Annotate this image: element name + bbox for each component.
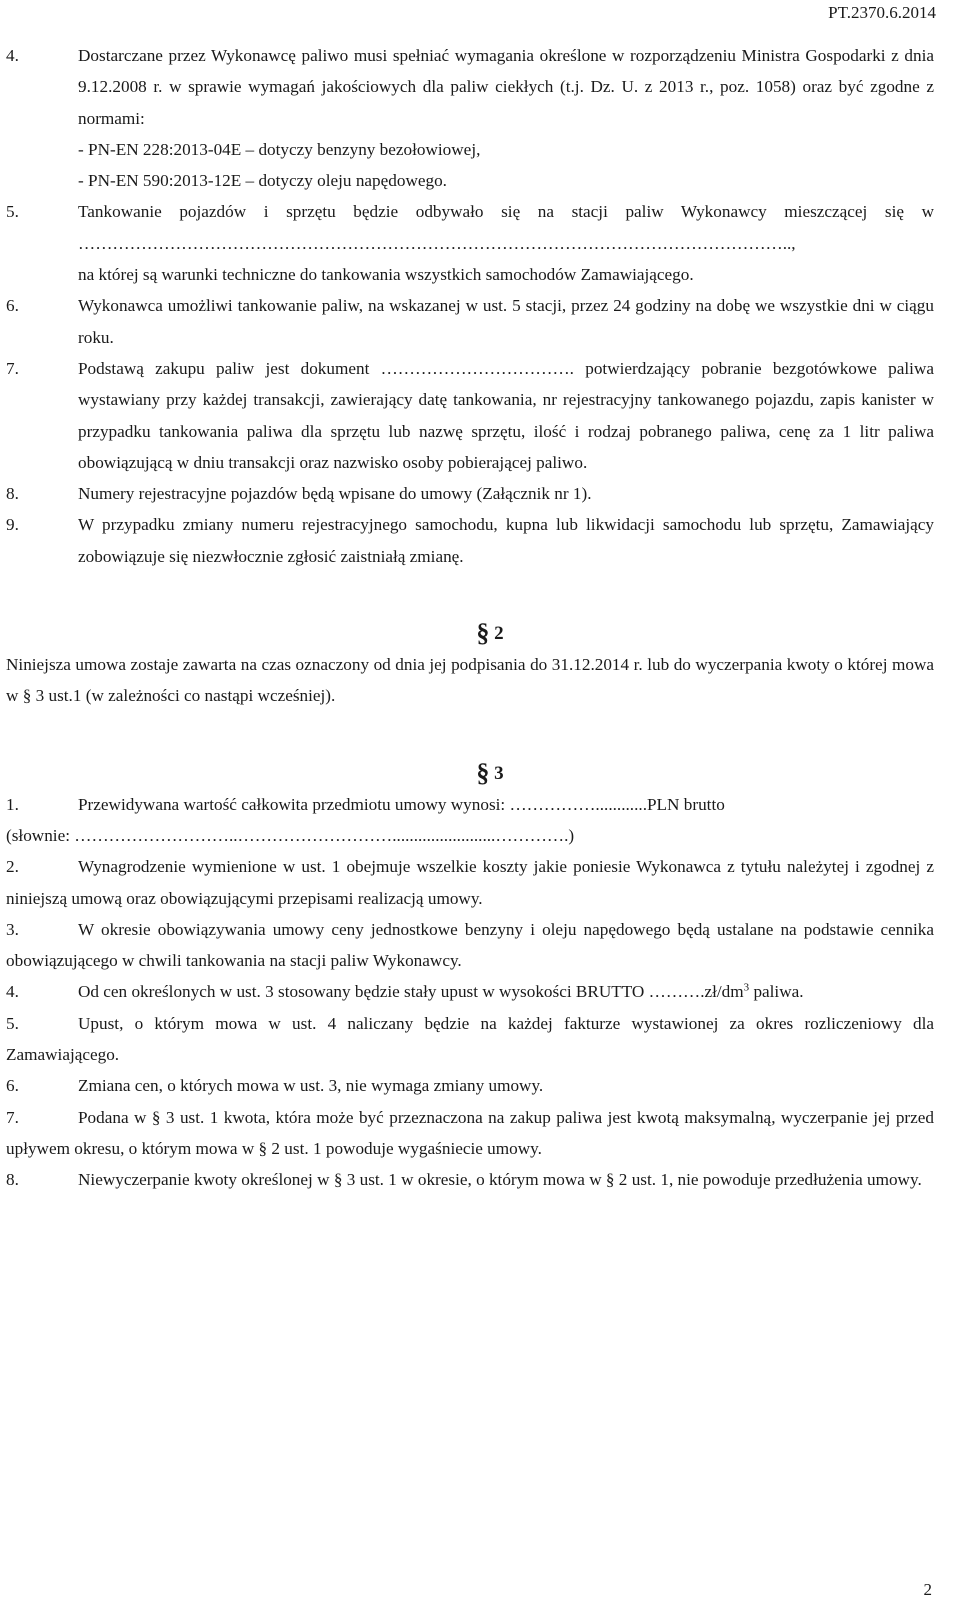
item-text: Od cen określonych w ust. 3 stosowany będzie stały upust w wysokości BRUTTO ……….zł/dm bbox=[78, 982, 744, 1002]
item-number: 2. bbox=[6, 857, 19, 877]
section-2-text: Niniejsza umowa zostaje zawarta na czas oznaczony od dnia jej podpisania do 31.12.2014 r. lub do wyczerpania kwoty o której mowa w § 3 ust.1 (w zależności co nastąpi wcześniej). bbox=[6, 655, 934, 706]
superscript: 3 bbox=[743, 981, 750, 994]
item-text-continuation: na której są warunki techniczne do tankowania wszystkich samochodów Zamawiającego. bbox=[78, 265, 694, 285]
section-number: 2 bbox=[494, 623, 504, 645]
document-reference: PT.2370.6.2014 bbox=[828, 3, 936, 22]
sec3-item-4 bbox=[6, 976, 934, 1007]
item-text: Numery rejestracyjne pojazdów będą wpisane do umowy (Załącznik nr 1). bbox=[78, 484, 592, 504]
document-body bbox=[6, 40, 934, 1196]
sec3-item-7 bbox=[6, 1102, 934, 1165]
item-number: 5. bbox=[6, 1013, 19, 1033]
norm-line-2: - PN-EN 590:2013-12E – dotyczy oleju napędowego. bbox=[78, 171, 447, 191]
item-number: 4. bbox=[6, 46, 19, 65]
item-number: 3. bbox=[6, 919, 19, 939]
item-text: W okresie obowiązywania umowy ceny jednostkowe benzyny i oleju napędowego będą ustalane na podstawie cennika obowiązującego w chwili tankowania na stacji paliw Wykonawcy. bbox=[6, 919, 934, 971]
section-heading-3 bbox=[6, 758, 934, 789]
item-text: Zmiana cen, o których mowa w ust. 3, nie wymaga zmiany umowy. bbox=[78, 1076, 544, 1096]
item-text: Upust, o którym mowa w ust. 4 naliczany będzie na każdej fakturze wystawionej za okres rozliczeniowy dla Zamawiającego. bbox=[6, 1013, 934, 1065]
item-number: 5. bbox=[6, 202, 19, 222]
paragraph-symbol: § bbox=[476, 757, 490, 787]
sec3-item-1 bbox=[6, 789, 934, 820]
amount-in-words-line: (słownie: ………………………..………………………........................………….) bbox=[6, 825, 575, 845]
list-item-7 bbox=[6, 353, 934, 478]
section-heading-2 bbox=[6, 618, 934, 649]
paragraph-symbol: § bbox=[476, 618, 490, 648]
section-number: 3 bbox=[494, 762, 504, 784]
item-number: 1. bbox=[6, 794, 19, 814]
item-number: 9. bbox=[6, 515, 19, 535]
item-text: Wykonawca umożliwi tankowanie paliw, na wskazanej w ust. 5 stacji, przez 24 godziny na dobę we wszystkie dni w ciągu roku. bbox=[78, 296, 934, 347]
list-item-8 bbox=[6, 478, 934, 509]
sec3-item-8 bbox=[6, 1164, 934, 1195]
item-text: Podstawą zakupu paliw jest dokument ……………………………. potwierdzający pobranie bezgotówkowe paliwa wystawiany przy każdej transakcji, zawierający datę tankowania, nr rejestracyjny tankowanego pojazdu, zapis kanister w przypadku tankowania paliwa dla sprzętu lub nazwę sprzętu, ilość i rodzaj pobranego paliwa, cenę za 1 litr paliwa obowiązującą w dniu transakcji oraz nazwisko osoby pobierającej paliwo. bbox=[78, 358, 934, 472]
list-item-5 bbox=[6, 196, 934, 259]
item-number: 7. bbox=[6, 358, 19, 378]
list-item-6 bbox=[6, 290, 934, 353]
item-text: Tankowanie pojazdów i sprzętu będzie odbywało się na stacji paliw Wykonawcy mieszczącej się w …………………………………………………………………………………………………………….., bbox=[78, 202, 934, 253]
item-number: 4. bbox=[6, 982, 19, 1002]
item-text: Podana w § 3 ust. 1 kwota, która może być przeznaczona na zakup paliwa jest kwotą maksymalną, wyczerpanie jej przed upływem okresu, o którym mowa w § 2 ust. 1 powoduje wygaśniecie umowy. bbox=[6, 1107, 934, 1158]
item-number: 6. bbox=[6, 1076, 19, 1096]
page-number: 2 bbox=[923, 1580, 932, 1599]
sec3-item-2 bbox=[6, 851, 934, 914]
item-text: Dostarczane przez Wykonawcę paliwo musi spełniać wymagania określone w rozporządzeniu Ministra Gospodarki z dnia 9.12.2008 r. w sprawie wymagań jakościowych dla paliw ciekłych (t.j. Dz. U. z 2013 r., poz. 1058) oraz być zgodne z normami: bbox=[78, 46, 934, 128]
item-number: 8. bbox=[6, 484, 19, 504]
item-text: Wynagrodzenie wymienione w ust. 1 obejmuje wszelkie koszty jakie poniesie Wykonawca z tytułu należytej i zgodnej z niniejszą umową oraz obowiązującymi przepisami realizacją umowy. bbox=[6, 857, 934, 908]
item-text: W przypadku zmiany numeru rejestracyjnego samochodu, kupna lub likwidacji samochodu lub sprzętu, Zamawiający zobowiązuje się niezwłocznie zgłosić zaistniałą zmianę. bbox=[78, 515, 934, 566]
item-text-tail: paliwa. bbox=[749, 982, 804, 1002]
sec3-item-5 bbox=[6, 1008, 934, 1071]
item-text: Przewidywana wartość całkowita przedmiotu umowy wynosi: ……………............PLN brutto bbox=[78, 794, 725, 814]
norm-line-1: - PN-EN 228:2013-04E – dotyczy benzyny bezołowiowej, bbox=[78, 139, 481, 159]
item-number: 8. bbox=[6, 1170, 19, 1190]
item-number: 6. bbox=[6, 296, 19, 316]
sec3-item-3 bbox=[6, 914, 934, 977]
list-item-9 bbox=[6, 509, 934, 572]
list-item-4 bbox=[6, 40, 934, 134]
sec3-item-6 bbox=[6, 1070, 934, 1101]
item-number: 7. bbox=[6, 1107, 19, 1127]
item-text: Niewyczerpanie kwoty określonej w § 3 ust. 1 w okresie, o którym mowa w § 2 ust. 1, nie powoduje przedłużenia umowy. bbox=[78, 1170, 922, 1190]
